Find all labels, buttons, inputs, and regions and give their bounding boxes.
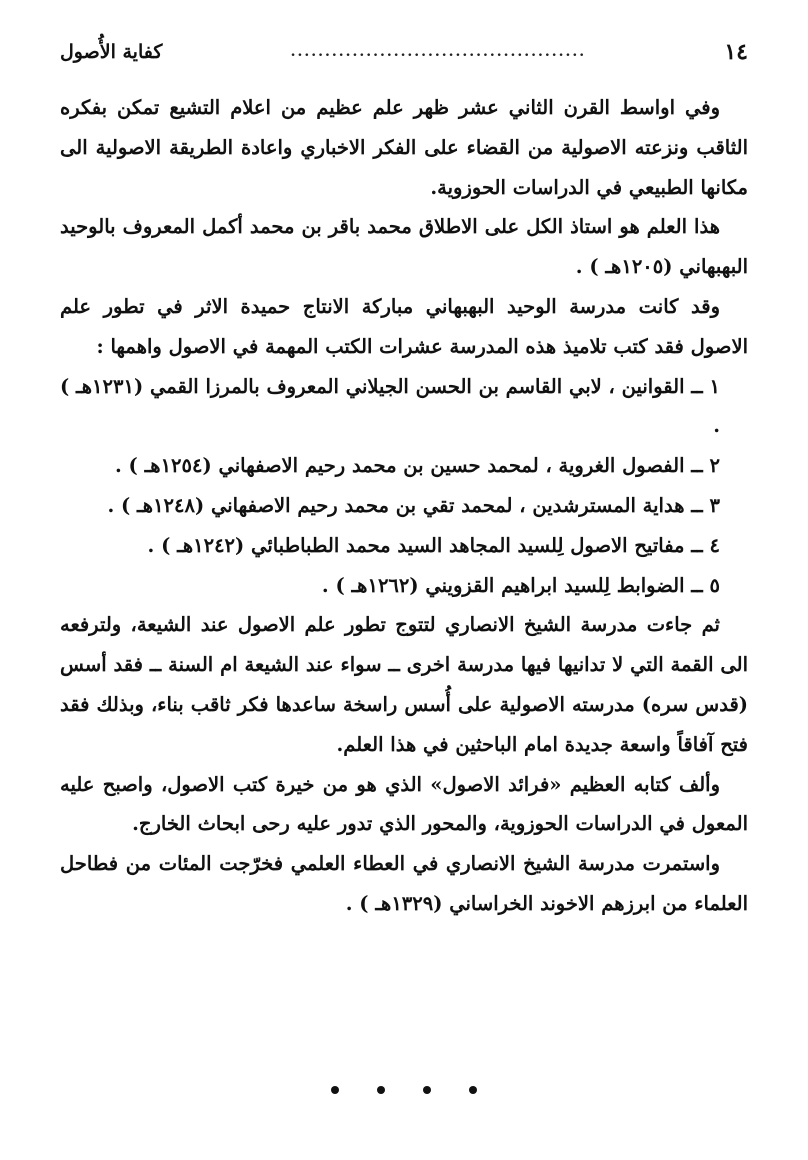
paragraph: واستمرت مدرسة الشيخ الانصاري في العطاء العلمي فخرّجت المئات من فطاحل العلماء من ابرزهم الاخوند الخراساني (١٣٢٩هـ ) . xyxy=(60,852,748,915)
paragraph: وألف كتابه العظيم «فرائد الاصول» الذي هو من خيرة كتب الاصول، واصبح عليه المعول في الدراسات الحوزوية، والمحور الذي تدور عليه رحى ابحاث الخارج. xyxy=(60,772,748,836)
paragraph: وقد كانت مدرسة الوحيد البهبهاني مباركة الانتاج حميدة الاثر في تطور علم الاصول فقد كتب تلاميذ هذه المدرسة عشرات الكتب المهمة في الاصول واهمها : xyxy=(60,294,748,358)
section-end-ornament xyxy=(0,1086,808,1094)
list-item: ٢ ــ الفصول الغروية ، لمحمد حسين بن محمد رحيم الاصفهاني (١٢٥٤هـ ) . xyxy=(114,454,720,478)
ornament-dot xyxy=(377,1086,385,1094)
header-leader-dots: ........................................... xyxy=(290,44,587,60)
paragraph: هذا العلم هو استاذ الكل على الاطلاق محمد باقر بن محمد أكمل المعروف بالوحيد البهبهاني (١٢٠٥هـ ) . xyxy=(60,215,748,279)
running-title: كفاية الأُصول xyxy=(60,41,163,63)
page-header xyxy=(60,36,748,68)
ornament-dot xyxy=(423,1086,431,1094)
list-item: ٥ ــ الضوابط لِلسيد ابراهيم القزويني (١٢٦٢هـ ) . xyxy=(321,573,720,597)
page-number: ١٤ xyxy=(724,39,748,65)
ornament-dot xyxy=(331,1086,339,1094)
paragraph: ثم جاءت مدرسة الشيخ الانصاري لتتوج تطور علم الاصول عند الشيعة، ولترفعه الى القمة التي لا تدانيها فيها مدرسة اخرى ــ سواء عند الشيعة ام السنة ــ فقد أسس (قدس سره) مدرسته الاصولية على أُسس راسخة ساعدها فكر ثاقب بناء، وبذلك فقد فتح آفاقاً واسعة جديدة امام الباحثين في هذا العلم. xyxy=(60,613,748,756)
list-item: ١ ــ القوانين ، لابي القاسم بن الحسن الجيلاني المعروف بالمرزا القمي (١٢٣١هـ ) . xyxy=(60,374,721,438)
page-body xyxy=(60,88,748,924)
list-item: ٤ ــ مفاتيح الاصول لِلسيد المجاهد السيد محمد الطباطبائي (١٢٤٢هـ ) . xyxy=(147,533,720,557)
list-item: ٣ ــ هداية المسترشدين ، لمحمد تقي بن محمد رحيم الاصفهاني (١٢٤٨هـ ) . xyxy=(107,493,720,517)
ornament-dot xyxy=(469,1086,477,1094)
paragraph: وفي اواسط القرن الثاني عشر ظهر علم عظيم من اعلام التشيع تمكن بفكره الثاقب ونزعته الاصولية من القضاء على الفكر الاخباري واعادة الطريقة الاصولية الى مكانها الطبيعي في الدراسات الحوزوية. xyxy=(60,96,748,199)
